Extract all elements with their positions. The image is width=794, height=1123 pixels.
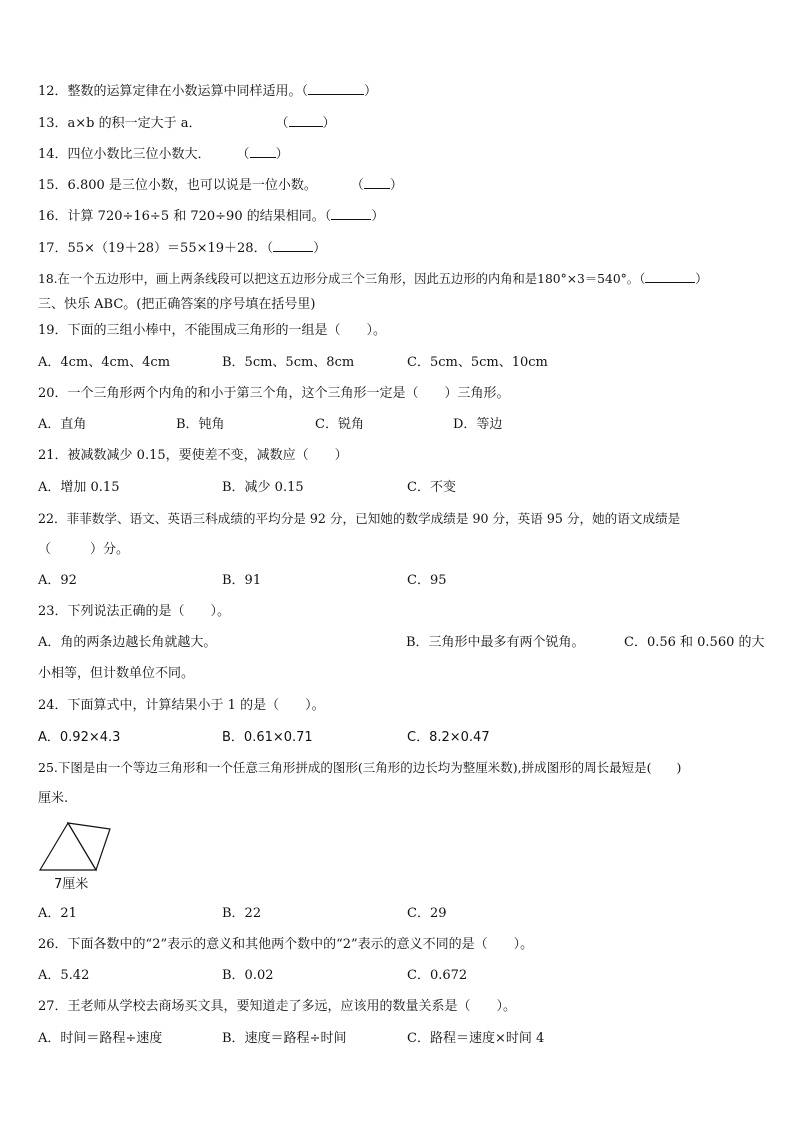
answer-blank[interactable] bbox=[645, 271, 695, 283]
paren-close: ） bbox=[371, 209, 385, 224]
option-c[interactable]: C．路程＝速度×时间 4 bbox=[407, 1031, 545, 1046]
question-20: 20．一个三角形两个内角的和小于第三个角，这个三角形一定是（ ）三角形。 bbox=[38, 386, 510, 401]
question-13 bbox=[38, 115, 336, 132]
option-a[interactable]: A．直角 bbox=[38, 417, 87, 432]
question-12-text: 12．整数的运算定律在小数运算中同样适用。（ bbox=[38, 84, 309, 99]
option-b[interactable]: B．速度＝路程÷时间 bbox=[222, 1031, 347, 1046]
option-a[interactable]: A．92 bbox=[38, 573, 77, 588]
paren-close: ） bbox=[322, 116, 336, 131]
question-18-text: 18.在一个五边形中，画上两条线段可以把这五边形分成三个三角形，因此五边形的内角和是180°×3＝540°。（ bbox=[38, 272, 646, 286]
option-c[interactable]: C．0.672 bbox=[407, 968, 468, 983]
question-17-text: 17．55×（19＋28）＝55×19＋28．（ bbox=[38, 241, 274, 256]
question-17 bbox=[38, 240, 326, 257]
option-c[interactable]: C．不变 bbox=[407, 480, 456, 495]
arbitrary-triangle bbox=[68, 823, 110, 870]
question-18 bbox=[38, 271, 708, 287]
option-b[interactable]: B．减少 0.15 bbox=[222, 480, 304, 495]
paren-open: （ bbox=[275, 116, 289, 131]
paren-open: （ bbox=[350, 178, 364, 193]
paren-close: ） bbox=[275, 147, 289, 162]
option-a[interactable]: A．4cm、4cm、4cm bbox=[38, 355, 171, 370]
question-25: 25.下图是由一个等边三角形和一个任意三角形拼成的图形(三角形的边长均为整厘米数),拼成图形的周长最短是( ) bbox=[38, 760, 682, 775]
option-c[interactable]: C．95 bbox=[407, 573, 447, 588]
question-27: 27．王老师从学校去商场买文具，要知道走了多远，应该用的数量关系是（ ）。 bbox=[38, 999, 517, 1014]
question-21: 21．被减数减少 0.15，要使差不变，减数应（ ） bbox=[38, 448, 348, 463]
option-c[interactable]: C．5cm、5cm、10cm bbox=[407, 355, 548, 370]
question-14 bbox=[38, 146, 289, 163]
answer-blank[interactable] bbox=[308, 83, 364, 95]
question-13-text: 13．a×b 的积一定大于 a． bbox=[38, 116, 202, 131]
option-c[interactable]: C．29 bbox=[407, 906, 447, 921]
answer-blank[interactable] bbox=[289, 115, 323, 127]
option-b[interactable]: B．91 bbox=[222, 573, 262, 588]
question-23: 23．下列说法正确的是（ ）。 bbox=[38, 604, 231, 619]
question-22-cont: （ ）分。 bbox=[38, 542, 130, 557]
option-a[interactable]: A．0.92×4.3 bbox=[38, 730, 121, 745]
option-a[interactable]: A．时间＝路程÷速度 bbox=[38, 1031, 163, 1046]
question-26: 26．下面各数中的“2”表示的意义和其他两个数中的“2”表示的意义不同的是（ ）。 bbox=[38, 937, 534, 952]
equilateral-triangle bbox=[40, 823, 96, 870]
question-15 bbox=[38, 177, 403, 194]
option-b[interactable]: B．三角形中最多有两个锐角。 bbox=[406, 635, 585, 650]
option-c[interactable]: C．8.2×0.47 bbox=[407, 730, 490, 745]
paren-close: ） bbox=[695, 272, 708, 286]
option-a[interactable]: A．角的两条边越长角就越大。 bbox=[38, 635, 217, 650]
option-d[interactable]: D．等边 bbox=[453, 417, 503, 432]
triangle-figure bbox=[38, 820, 118, 896]
option-b[interactable]: B．0.02 bbox=[222, 968, 274, 983]
answer-blank[interactable] bbox=[364, 177, 390, 189]
answer-blank[interactable] bbox=[273, 240, 313, 252]
option-c[interactable]: C．锐角 bbox=[315, 417, 364, 432]
question-16 bbox=[38, 208, 384, 225]
option-b[interactable]: B．22 bbox=[222, 906, 262, 921]
option-a[interactable]: A．21 bbox=[38, 906, 77, 921]
paren-close: ） bbox=[313, 241, 327, 256]
option-a[interactable]: A．增加 0.15 bbox=[38, 480, 120, 495]
paren-close: ） bbox=[364, 84, 378, 99]
option-c[interactable]: C．0.56 和 0.560 的大 bbox=[624, 635, 765, 650]
question-25-cont: 厘米. bbox=[38, 791, 69, 806]
question-16-text: 16．计算 720÷16÷5 和 720÷90 的结果相同。（ bbox=[38, 209, 332, 224]
question-19: 19．下面的三组小棒中，不能围成三角形的一组是（ ）。 bbox=[38, 323, 387, 338]
option-b[interactable]: B．0.61×0.71 bbox=[222, 730, 313, 745]
answer-blank[interactable] bbox=[331, 208, 371, 220]
question-15-text: 15．6.800 是三位小数，也可以说是一位小数。 bbox=[38, 178, 317, 193]
option-b[interactable]: B．钝角 bbox=[176, 417, 225, 432]
paren-close: ） bbox=[389, 178, 403, 193]
option-c-cont: 小相等，但计数单位不同。 bbox=[38, 666, 195, 681]
paren-open: （ bbox=[236, 147, 250, 162]
question-12 bbox=[38, 83, 377, 100]
option-b[interactable]: B．5cm、5cm、8cm bbox=[222, 355, 355, 370]
question-22: 22．菲菲数学、语文、英语三科成绩的平均分是 92 分，已知她的数学成绩是 90 分，英语 95 分，她的语文成绩是 bbox=[38, 511, 681, 526]
side-length-label: 7厘米 bbox=[54, 877, 89, 892]
answer-blank[interactable] bbox=[250, 146, 276, 158]
question-14-text: 14．四位小数比三位小数大． bbox=[38, 147, 211, 162]
section-3-heading: 三、快乐 ABC。(把正确答案的序号填在括号里) bbox=[38, 297, 316, 312]
question-24: 24．下面算式中，计算结果小于 1 的是（ ）。 bbox=[38, 698, 325, 713]
option-a[interactable]: A．5.42 bbox=[38, 968, 90, 983]
